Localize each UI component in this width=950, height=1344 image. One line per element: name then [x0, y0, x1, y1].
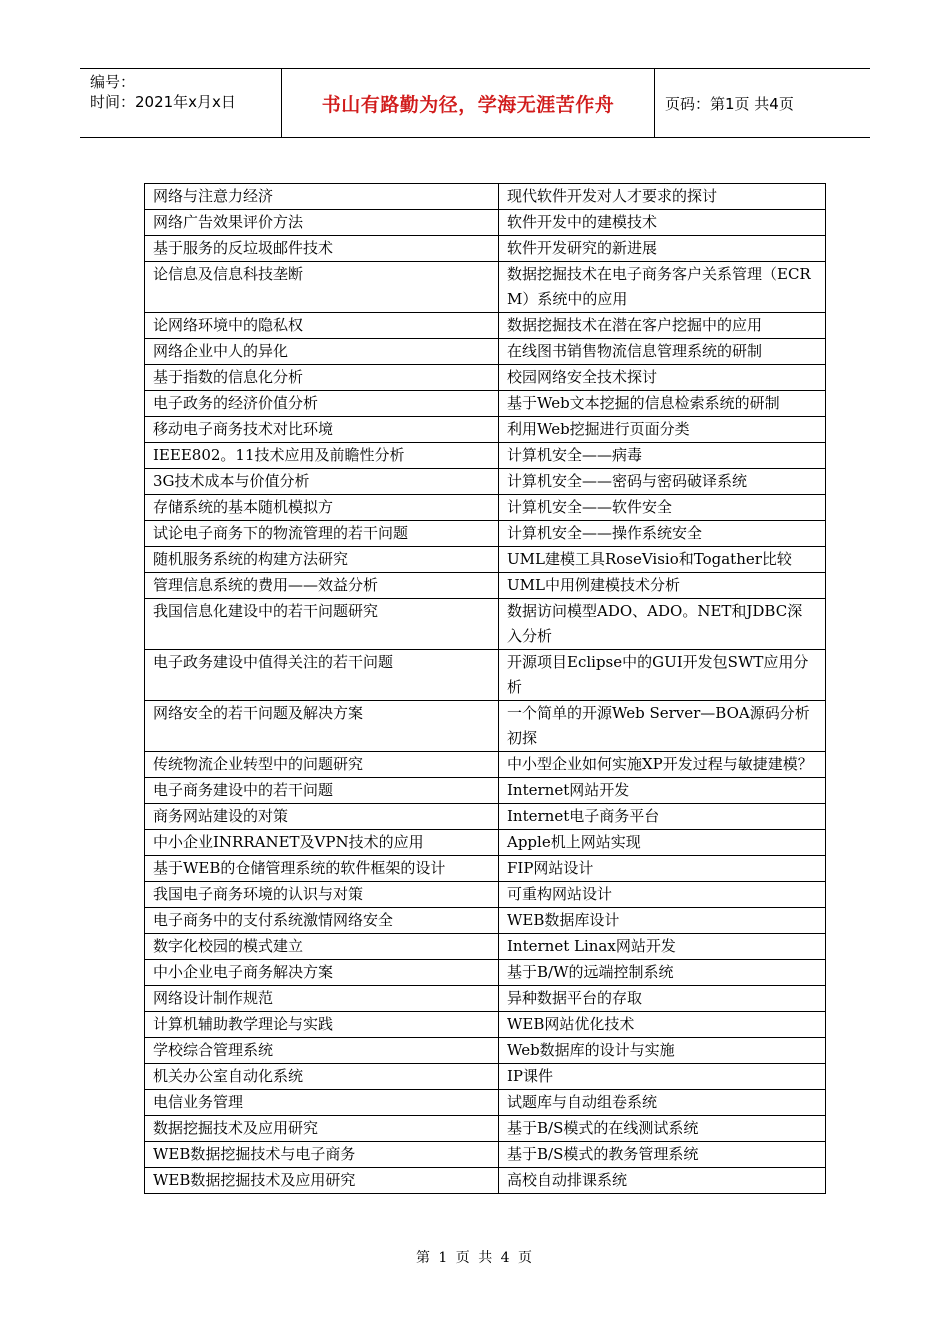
topic-right-cell: Web数据库的设计与实施: [499, 1038, 826, 1064]
topic-right-cell: 计算机安全——操作系统安全: [499, 521, 826, 547]
topic-left-cell: 基于服务的反垃圾邮件技术: [145, 236, 499, 262]
topic-right-cell: 中小型企业如何实施XP开发过程与敏捷建模？: [499, 752, 826, 778]
table-row: [145, 417, 826, 443]
topic-right-cell: Apple机上网站实现: [499, 830, 826, 856]
topic-left-cell: 计算机辅助教学理论与实践: [145, 1012, 499, 1038]
topic-left-cell: 管理信息系统的费用——效益分析: [145, 573, 499, 599]
table-row: [145, 1142, 826, 1168]
topic-right-cell: Internet Linax网站开发: [499, 934, 826, 960]
topic-left-cell: 网络企业中人的异化: [145, 339, 499, 365]
topic-left-cell: 基于WEB的仓储管理系统的软件框架的设计: [145, 856, 499, 882]
topics-table-body: [145, 184, 826, 1194]
table-row: [145, 882, 826, 908]
topic-right-cell: UML中用例建模技术分析: [499, 573, 826, 599]
topic-right-cell: 基于Web文本挖掘的信息检索系统的研制: [499, 391, 826, 417]
table-row: [145, 521, 826, 547]
number-label: 编号：: [90, 73, 136, 91]
topic-left-cell: 移动电子商务技术对比环境: [145, 417, 499, 443]
table-row: [145, 495, 826, 521]
table-row: [145, 599, 826, 650]
table-row: [145, 986, 826, 1012]
table-row: [145, 1090, 826, 1116]
topic-left-cell: 网络与注意力经济: [145, 184, 499, 210]
table-row: [145, 1012, 826, 1038]
topic-right-cell: 计算机安全——病毒: [499, 443, 826, 469]
page-footer: 第 1 页 共 4 页: [415, 1250, 535, 1266]
table-row: [145, 701, 826, 752]
topic-left-cell: 机关办公室自动化系统: [145, 1064, 499, 1090]
topic-left-cell: 学校综合管理系统: [145, 1038, 499, 1064]
table-row: [145, 752, 826, 778]
topic-right-cell: 数据挖掘技术在电子商务客户关系管理（ECRM）系统中的应用: [499, 262, 826, 313]
table-row: [145, 830, 826, 856]
topic-left-cell: 网络安全的若干问题及解决方案: [145, 701, 499, 752]
topic-right-cell: WEB数据库设计: [499, 908, 826, 934]
topic-right-cell: 一个简单的开源Web Server—BOA源码分析初探: [499, 701, 826, 752]
time-label: 时间：2021年x月x日: [90, 93, 236, 111]
topic-left-cell: 论信息及信息科技垄断: [145, 262, 499, 313]
topic-left-cell: 电子商务建设中的若干问题: [145, 778, 499, 804]
table-row: [145, 391, 826, 417]
table-row: [145, 365, 826, 391]
topic-left-cell: 我国电子商务环境的认识与对策: [145, 882, 499, 908]
topic-right-cell: 数据挖掘技术在潜在客户挖掘中的应用: [499, 313, 826, 339]
topic-right-cell: 计算机安全——密码与密码破译系统: [499, 469, 826, 495]
table-row: [145, 547, 826, 573]
topic-right-cell: 试题库与自动组卷系统: [499, 1090, 826, 1116]
topic-right-cell: 基于B/W的远端控制系统: [499, 960, 826, 986]
topic-right-cell: Internet电子商务平台: [499, 804, 826, 830]
topic-left-cell: 数字化校园的模式建立: [145, 934, 499, 960]
header-motto: [282, 69, 655, 137]
table-row: [145, 804, 826, 830]
topic-right-cell: 利用Web挖掘进行页面分类: [499, 417, 826, 443]
topic-left-cell: 基于指数的信息化分析: [145, 365, 499, 391]
topic-left-cell: 传统物流企业转型中的问题研究: [145, 752, 499, 778]
table-row: [145, 469, 826, 495]
table-row: [145, 856, 826, 882]
topic-left-cell: IEEE802。11技术应用及前瞻性分析: [145, 443, 499, 469]
table-row: [145, 908, 826, 934]
table-row: [145, 1038, 826, 1064]
topic-left-cell: 论网络环境中的隐私权: [145, 313, 499, 339]
topic-right-cell: Internet网站开发: [499, 778, 826, 804]
table-row: [145, 1116, 826, 1142]
topic-right-cell: UML建模工具RoseVisio和Togather比较: [499, 547, 826, 573]
table-row: [145, 934, 826, 960]
topic-left-cell: 试论电子商务下的物流管理的若干问题: [145, 521, 499, 547]
table-row: [145, 1064, 826, 1090]
topic-left-cell: 商务网站建设的对策: [145, 804, 499, 830]
topic-left-cell: 电子商务中的支付系统激情网络安全: [145, 908, 499, 934]
page-code-text: 页码：第1页 共4页: [665, 94, 794, 113]
table-row: [145, 236, 826, 262]
topic-right-cell: WEB网站优化技术: [499, 1012, 826, 1038]
table-row: [145, 184, 826, 210]
topics-table: [144, 183, 826, 1194]
table-row: [145, 443, 826, 469]
table-row: [145, 262, 826, 313]
table-row: [145, 650, 826, 701]
topic-left-cell: 电子政务建设中值得关注的若干问题: [145, 650, 499, 701]
topic-left-cell: 3G技术成本与价值分析: [145, 469, 499, 495]
topic-right-cell: 现代软件开发对人才要求的探讨: [499, 184, 826, 210]
topic-right-cell: 在线图书销售物流信息管理系统的研制: [499, 339, 826, 365]
topic-left-cell: 网络设计制作规范: [145, 986, 499, 1012]
topic-right-cell: IP课件: [499, 1064, 826, 1090]
topic-right-cell: 异种数据平台的存取: [499, 986, 826, 1012]
motto-text: 书山有路勤为径，学海无涯苦作舟: [321, 93, 615, 116]
topic-right-cell: 校园网络安全技术探讨: [499, 365, 826, 391]
table-row: [145, 573, 826, 599]
table-row: [145, 313, 826, 339]
table-row: [145, 960, 826, 986]
table-row: [145, 210, 826, 236]
topic-right-cell: 软件开发研究的新进展: [499, 236, 826, 262]
topic-left-cell: 随机服务系统的构建方法研究: [145, 547, 499, 573]
topic-right-cell: 软件开发中的建模技术: [499, 210, 826, 236]
topic-right-cell: 开源项目Eclipse中的GUI开发包SWT应用分析: [499, 650, 826, 701]
topic-left-cell: 电信业务管理: [145, 1090, 499, 1116]
topic-right-cell: 基于B/S模式的教务管理系统: [499, 1142, 826, 1168]
topic-left-cell: 电子政务的经济价值分析: [145, 391, 499, 417]
table-row: [145, 778, 826, 804]
topic-right-cell: 计算机安全——软件安全: [499, 495, 826, 521]
topic-left-cell: 网络广告效果评价方法: [145, 210, 499, 236]
topic-right-cell: 基于B/S模式的在线测试系统: [499, 1116, 826, 1142]
page-header: [80, 68, 870, 138]
topic-right-cell: 高校自动排课系统: [499, 1168, 826, 1194]
header-page-code: [655, 69, 870, 137]
topic-left-cell: WEB数据挖掘技术及应用研究: [145, 1168, 499, 1194]
topic-right-cell: FIP网站设计: [499, 856, 826, 882]
topic-left-cell: 数据挖掘技术及应用研究: [145, 1116, 499, 1142]
topic-left-cell: 中小企业INRRANET及VPN技术的应用: [145, 830, 499, 856]
table-row: [145, 339, 826, 365]
table-row: [145, 1168, 826, 1194]
topic-left-cell: 中小企业电子商务解决方案: [145, 960, 499, 986]
header-meta: [80, 69, 282, 137]
topic-left-cell: WEB数据挖掘技术与电子商务: [145, 1142, 499, 1168]
topic-left-cell: 存储系统的基本随机模拟方: [145, 495, 499, 521]
topic-right-cell: 可重构网站设计: [499, 882, 826, 908]
topic-right-cell: 数据访问模型ADO、ADO。NET和JDBC深入分析: [499, 599, 826, 650]
topic-left-cell: 我国信息化建设中的若干问题研究: [145, 599, 499, 650]
